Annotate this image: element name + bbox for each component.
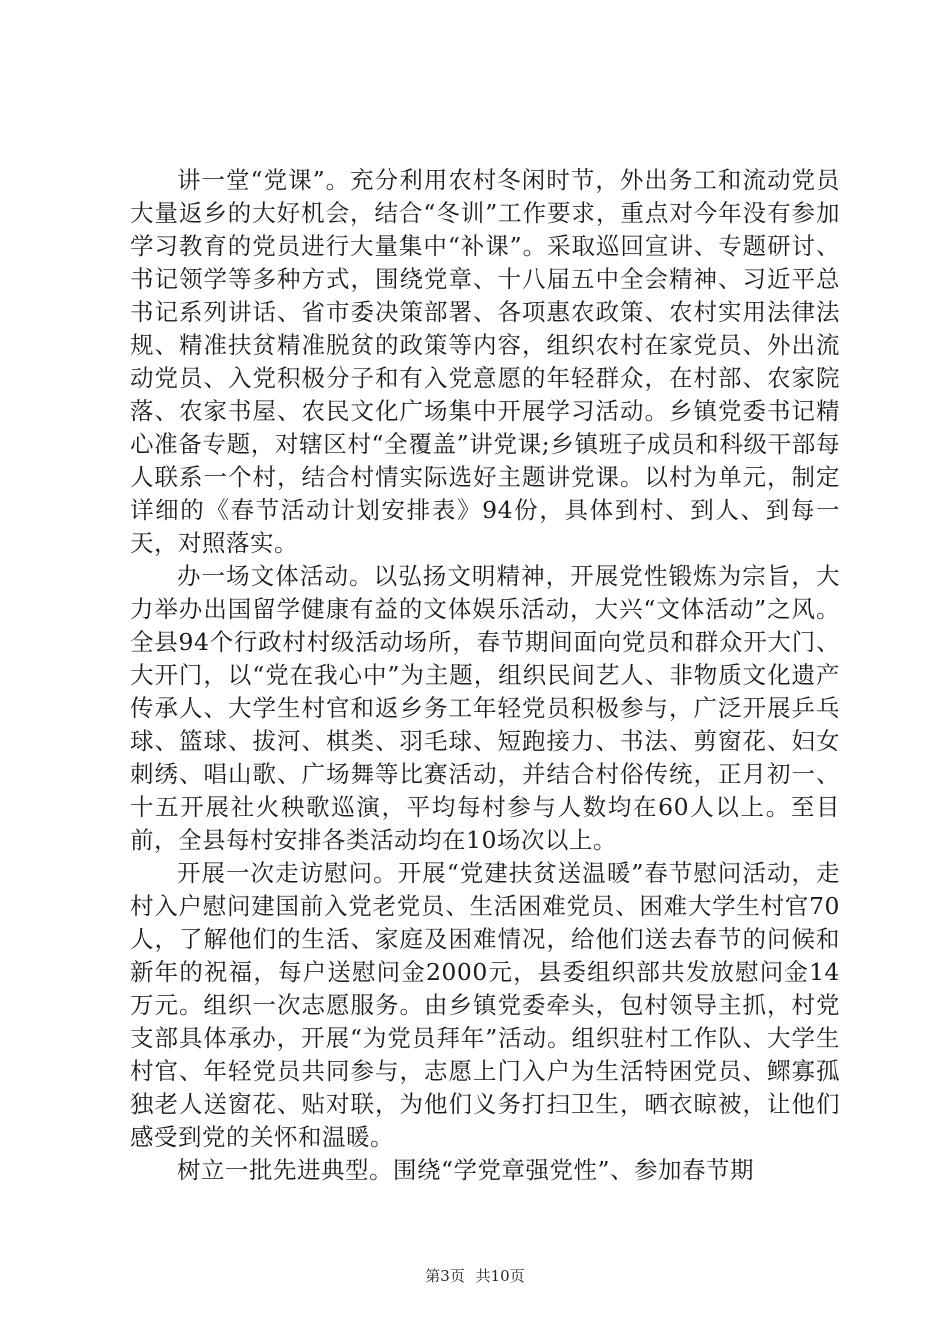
paragraph-cultural-activity: 办一场文体活动。以弘扬文明精神，开展党性锻炼为宗旨，大力举办出国留学健康有益的文体娱乐活动，大兴“文体活动”之风。全县94个行政村村级活动场所，春节期间面向党员和群众开大门、大开门，以“党在我心中”为主题，组织民间艺人、非物质文化遗产传承人、大学生村官和返乡务工年轻党员积极参与，广泛开展乒乓球、篮球、拔河、棋类、羽毛球、短跑接力、书法、剪窗花、妇女刺绣、唱山歌、广场舞等比赛活动，并结合村俗传统，正月初一、十五开展社火秧歌巡演，平均每村参与人数均在60人以上。至目前，全县每村安排各类活动均在10场次以上。: [130, 562, 840, 854]
page-number: 第3页: [425, 1267, 465, 1285]
paragraph-model-examples: 树立一批先进典型。围绕“学党章强党性”、参加春节期: [177, 1156, 755, 1184]
document-body: [130, 164, 840, 1187]
paragraph-visit-condolence: 开展一次走访慰问。开展“党建扶贫送温暖”春节慰问活动，走村入户慰问建国前入党老党员、生活困难党员、困难大学生村官70人，了解他们的生活、家庭及困难情况，给他们送去春节的问候和新年的祝福，每户送慰问金2000元，县委组织部共发放慰问金14万元。组织一次志愿服务。由乡镇党委牵头，包村领导主抓，村党支部具体承办，开展“为党员拜年”活动。组织驻村工作队、大学生村官、年轻党员共同参与，志愿上门入户为生活特困党员、鳏寡孤独老人送窗花、贴对联，为他们义务打扫卫生，晒衣晾被，让他们感受到党的关怀和温暖。: [130, 859, 840, 1151]
page-footer: [0, 1266, 950, 1286]
page-total: 共10页: [475, 1267, 525, 1285]
paragraph-party-lecture: 讲一堂“党课”。充分利用农村冬闲时节，外出务工和流动党员大量返乡的大好机会，结合“冬训”工作要求，重点对今年没有参加学习教育的党员进行大量集中“补课”。采取巡回宣讲、专题研讨、书记领学等多种方式，围绕党章、十八届五中全会精神、习近平总书记系列讲话、省市委决策部署、各项惠农政策、农村实用法律法规、精准扶贫精准脱贫的政策等内容，组织农村在家党员、外出流动党员、入党积极分子和有入党意愿的年轻群众，在村部、农家院落、农家书屋、农民文化广场集中开展学习活动。乡镇党委书记精心准备专题，对辖区村“全覆盖”讲党课;乡镇班子成员和科级干部每人联系一个村，结合村情实际选好主题讲党课。以村为单元，制定详细的《春节活动计划安排表》94份，具体到村、到人、到每一天，对照落实。: [130, 166, 840, 557]
